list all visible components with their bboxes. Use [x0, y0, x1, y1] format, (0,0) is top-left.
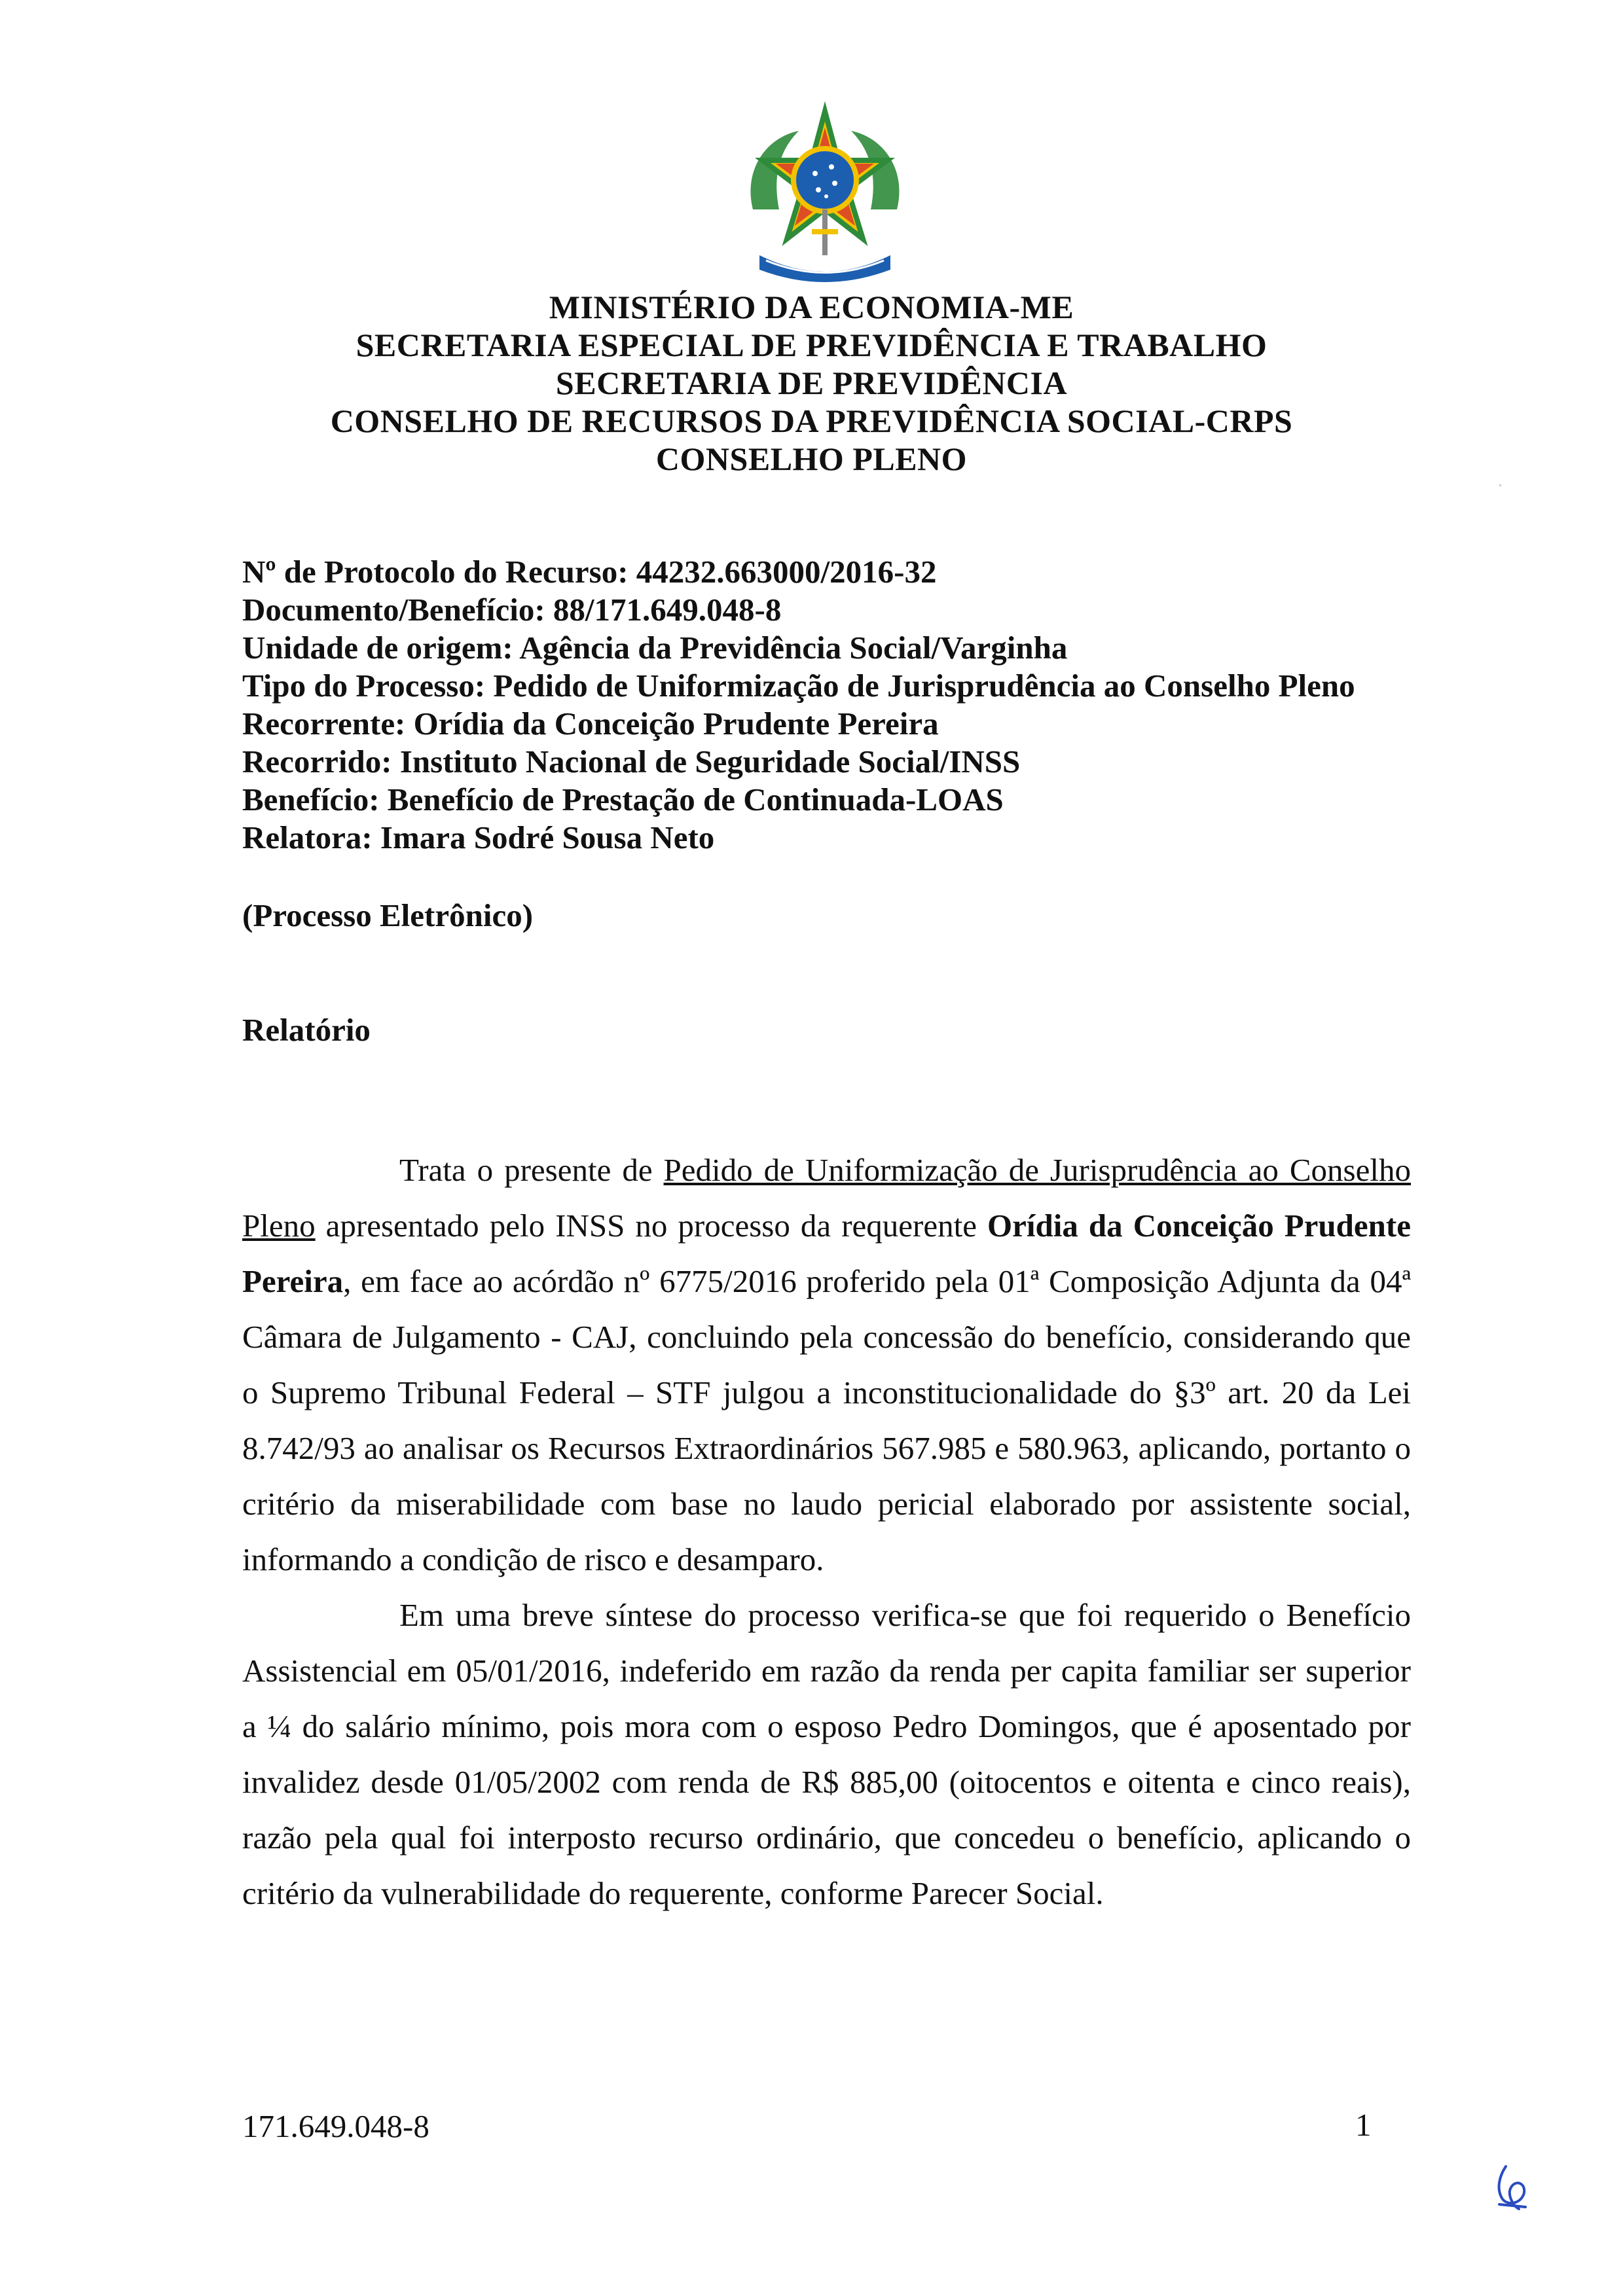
meta-tipo: Tipo do Processo: Pedido de Uniformização de Jurisprudência ao Conselho Pleno — [242, 668, 1355, 704]
case-metadata — [242, 553, 1421, 857]
relatorio-title: Relatório — [242, 1012, 371, 1048]
footer-doc-number: 171.649.048-8 — [242, 2108, 429, 2144]
header-secretariat: SECRETARIA DE PREVIDÊNCIA — [555, 365, 1068, 401]
scan-speck — [1499, 484, 1501, 486]
paragraph-1-c: , em face ao acórdão nº 6775/2016 proferido pela 01ª Composição Adjunta da 04ª Câmara de Julgamento - CAJ, concluindo pela concessão do benefício, considerando que o Supremo Tribunal Federal – STF julgou a inconstitucionalidade do §3º art. 20 da Lei 8.742/93 ao analisar os Recursos Extraordinários 567.985 e 580.963, aplicando, portanto o critério da miserabilidade com base no laudo pericial elaborado por assistente social, informando a condição de risco e desamparo. — [242, 1263, 1411, 1577]
footer-page-number: 1 — [1355, 2107, 1372, 2143]
meta-recorrido: Recorrido: Instituto Nacional de Seguridade Social/INSS — [242, 744, 1021, 780]
header-special-secretariat: SECRETARIA ESPECIAL DE PREVIDÊNCIA E TRABALHO — [356, 327, 1267, 363]
meta-recorrente: Recorrente: Orídia da Conceição Prudente Pereira — [242, 706, 939, 742]
report-body — [242, 1142, 1411, 1921]
coat-of-arms-emblem — [727, 98, 923, 295]
paragraph-1-underlined: Pedido de Uniformização de Jurisprudência ao Conselho Pleno — [242, 1152, 1411, 1244]
document-header — [0, 288, 1623, 478]
meta-beneficio: Benefício: Benefício de Prestação de Continuada-LOAS — [242, 781, 1004, 817]
paragraph-1-b: apresentado pelo INSS no processo da requerente — [315, 1208, 988, 1244]
meta-unidade: Unidade de origem: Agência da Previdência Social/Varginha — [242, 630, 1068, 666]
paragraph-1-name: Orídia da Conceição Prudente Pereira — [242, 1208, 1411, 1299]
processo-label: (Processo Eletrônico) — [242, 897, 534, 933]
meta-relatora: Relatora: Imara Sodré Sousa Neto — [242, 819, 715, 855]
meta-documento: Documento/Benefício: 88/171.649.048-8 — [242, 592, 782, 628]
handwritten-initials — [1486, 2160, 1532, 2212]
header-ministry: MINISTÉRIO DA ECONOMIA-ME — [549, 289, 1074, 325]
header-plenary: CONSELHO PLENO — [655, 440, 968, 477]
paragraph-1-a: Trata o presente de — [399, 1152, 664, 1188]
header-council: CONSELHO DE RECURSOS DA PREVIDÊNCIA SOCIAL-CRPS — [330, 403, 1293, 439]
paragraph-1 — [242, 1142, 1411, 1587]
meta-protocolo: Nº de Protocolo do Recurso: 44232.663000/2016-32 — [242, 554, 937, 590]
paragraph-2: Em uma breve síntese do processo verifica-se que foi requerido o Benefício Assistencial em 05/01/2016, indeferido em razão da renda per capita familiar ser superior a ¼ do salário mínimo, pois mora com o esposo Pedro Domingos, que é aposentado por invalidez desde 01/05/2002 com renda de R$ 885,00 (oitocentos e oitenta e cinco reais), razão pela qual foi interposto recurso ordinário, que concedeu o benefício, aplicando o critério da vulnerabilidade do requerente, conforme Parecer Social. — [242, 1597, 1411, 1911]
